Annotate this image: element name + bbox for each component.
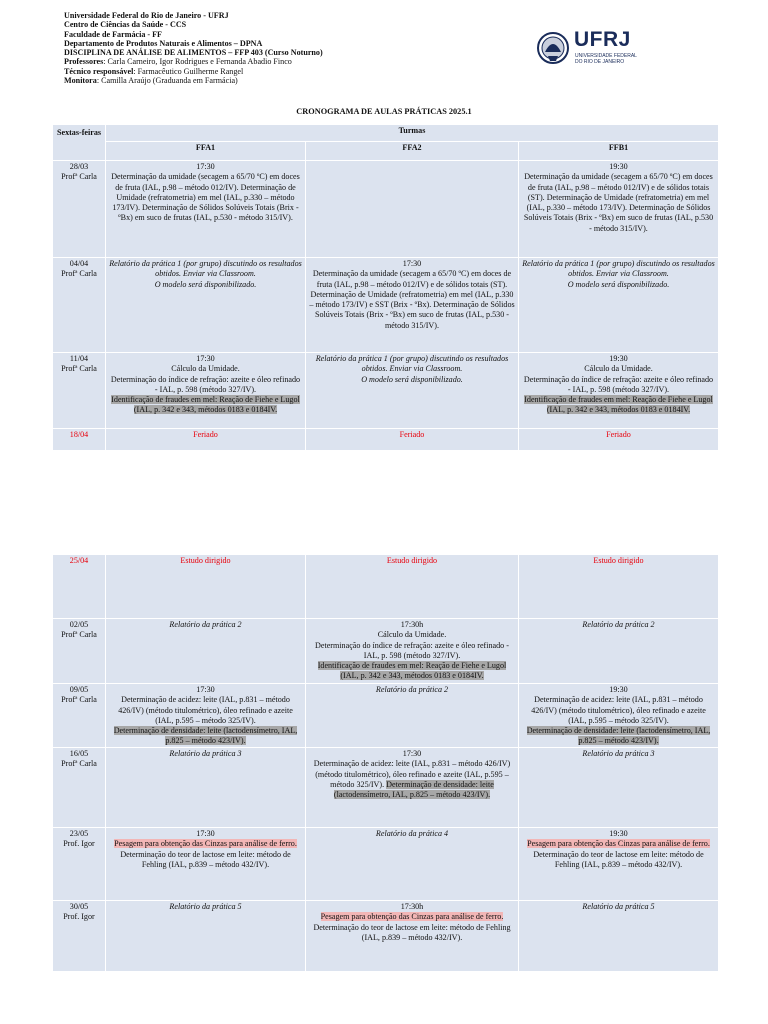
table-row — [53, 161, 719, 258]
date-cell: 28/03 Profª Carla — [53, 161, 106, 258]
class-cell: Relatório da prática 5 — [519, 901, 719, 972]
class-cell: 19:30 Determinação da umidade (secagem a 65/70 ºC) em doces de fruta (IAL, p.98 – método 012/IV) e de sólidos totais (ST). Determinação de Umidade (refratometria) em mel (IAL, p.330 – método 173/IV). Determinação de Sólidos Solúveis Totais (Brix - ºBx) em suco de frutas (IAL, p.530 - método 315/IV). — [519, 161, 719, 258]
class-cell: Relatório da prática 5 — [106, 901, 306, 972]
professors-line: Professores: Carla Carneiro, Igor Rodrigues e Fernanda Abadio Finco — [64, 57, 292, 67]
table-row — [53, 555, 719, 619]
ufrj-seal-icon — [536, 28, 570, 72]
date-cell: 18/04 — [53, 429, 106, 451]
class-cell — [306, 161, 519, 258]
class-cell: Estudo dirigido — [519, 555, 719, 619]
table-row — [53, 901, 719, 972]
class-cell: 17:30h Cálculo da Umidade. Determinação do índice de refração: azeite e óleo refinado - IAL, p. 598 (método 327/IV). Identificação de fraudes em mel: Reação de Fiehe e Lugol (IAL, p. 342 e 343, métodos 0183 e 0184IV. — [306, 619, 519, 684]
class-cell: 17:30h Pesagem para obtenção das Cinzas para análise de ferro. Determinação do teor de lactose em leite: método de Fehling (IAL, p.839 – método 432/IV). — [306, 901, 519, 972]
class-cell: Relatório da prática 3 — [519, 748, 719, 828]
table-row — [53, 619, 719, 684]
table-row — [53, 429, 719, 451]
ufrj-logo — [536, 28, 646, 72]
table-row — [53, 353, 719, 429]
class-cell: 17:30 Determinação de acidez: leite (IAL, p.831 – método 426/IV) (método titulométrico), óleo refinado e azeite (IAL, p.595 – método 325/IV). Determinação de densidade: leite (lactodensímetro, IAL, p.825 – método 423/IV). — [306, 748, 519, 828]
monitor-line: Monitora: Camilla Araújo (Graduanda em Farmácia) — [64, 76, 238, 86]
discipline-name: DISCIPLINA DE ANÁLISE DE ALIMENTOS – FFP 403 (Curso Noturno) — [64, 48, 323, 58]
class-cell: Relatório da prática 1 (por grupo) discutindo os resultados obtidos. Enviar via Classroom. O modelo será disponibilizado. — [519, 258, 719, 353]
center-name: Centro de Ciências da Saúde - CCS — [64, 20, 187, 30]
holiday-cell: Feriado — [106, 429, 306, 451]
schedule-table-2 — [52, 554, 719, 972]
turmas-header: Turmas — [106, 125, 719, 142]
date-cell: 16/05 Profª Carla — [53, 748, 106, 828]
day-column-header: Sextas-feiras — [53, 125, 106, 161]
university-name: Universidade Federal do Rio de Janeiro - UFRJ — [64, 11, 229, 20]
schedule-table-1 — [52, 124, 719, 451]
department-name: Departamento de Produtos Naturais e Alimentos – DPNA — [64, 38, 263, 48]
class-cell: 19:30 Pesagem para obtenção das Cinzas para análise de ferro. Determinação do teor de lactose em leite: método de Fehling (IAL, p.839 – método 432/IV). — [519, 828, 719, 901]
class-cell: Relatório da prática 1 (por grupo) discutindo os resultados obtidos. Enviar via Classroom. O modelo será disponibilizado. — [306, 353, 519, 429]
holiday-cell: Feriado — [519, 429, 719, 451]
faculty-name: Faculdade de Farmácia - FF — [64, 29, 163, 39]
date-cell: 04/04 Profª Carla — [53, 258, 106, 353]
page-title: CRONOGRAMA DE AULAS PRÁTICAS 2025.1 — [296, 107, 472, 116]
technician-line: Técnico responsável: Farmacêutico Guilherme Rangel — [64, 66, 244, 76]
document-header — [64, 11, 504, 85]
class-cell: 19:30 Cálculo da Umidade. Determinação do índice de refração: azeite e óleo refinado - IAL, p. 598 (método 327/IV). Identificação de fraudes em mel: Reação de Fiehe e Lugol (IAL, p. 342 e 343, métodos 0183 e 0184IV. — [519, 353, 719, 429]
date-cell: 30/05 Prof. Igor — [53, 901, 106, 972]
class-cell: Relatório da prática 4 — [306, 828, 519, 901]
logo-subtitle: UNIVERSIDADE FEDERAL DO RIO DE JANEIRO — [575, 53, 637, 65]
class-cell: Estudo dirigido — [306, 555, 519, 619]
class-cell: Estudo dirigido — [106, 555, 306, 619]
date-cell: 25/04 — [53, 555, 106, 619]
group-header-ffb1: FFB1 — [519, 142, 719, 161]
holiday-cell: Feriado — [306, 429, 519, 451]
date-cell: 23/05 Prof. Igor — [53, 828, 106, 901]
class-cell: 19:30 Determinação de acidez: leite (IAL, p.831 – método 426/IV) (método titulométrico), óleo refinado e azeite (IAL, p.595 – método 325/IV). Determinação de densidade: leite (lactodensímetro, IAL, p.825 – método 423/IV). — [519, 684, 719, 748]
table-row — [53, 684, 719, 748]
class-cell: 17:30 Cálculo da Umidade. Determinação do índice de refração: azeite e óleo refinado - IAL, p. 598 (método 327/IV). Identificação de fraudes em mel: Reação de Fiehe e Lugol (IAL, p. 342 e 343, métodos 0183 e 0184IV. — [106, 353, 306, 429]
class-cell: Relatório da prática 2 — [106, 619, 306, 684]
date-cell: 02/05 Profª Carla — [53, 619, 106, 684]
class-cell: Relatório da prática 2 — [519, 619, 719, 684]
class-cell: Relatório da prática 1 (por grupo) discutindo os resultados obtidos. Enviar via Classroom. O modelo será disponibilizado. — [106, 258, 306, 353]
date-cell: 11/04 Profª Carla — [53, 353, 106, 429]
group-header-ffa1: FFA1 — [106, 142, 306, 161]
class-cell: 17:30 Determinação de acidez: leite (IAL, p.831 – método 426/IV) (método titulométrico), óleo refinado e azeite (IAL, p.595 – método 325/IV). Determinação de densidade: leite (lactodensímetro, IAL, p.825 – método 423/IV). — [106, 684, 306, 748]
table-row — [53, 828, 719, 901]
date-cell: 09/05 Profª Carla — [53, 684, 106, 748]
logo-text: UFRJ — [574, 28, 631, 51]
class-cell: 17:30 Pesagem para obtenção das Cinzas para análise de ferro. Determinação do teor de lactose em leite: método de Fehling (IAL, p.839 – método 432/IV). — [106, 828, 306, 901]
class-cell: Relatório da prática 3 — [106, 748, 306, 828]
table-row — [53, 258, 719, 353]
group-header-ffa2: FFA2 — [306, 142, 519, 161]
class-cell: 17:30 Determinação da umidade (secagem a 65/70 ºC) em doces de fruta (IAL, p.98 – método 012/IV) e de sólidos totais (ST). Determinação de Umidade (refratometria) em mel (IAL, p.330 – método 173/IV) e SST (Brix - ºBx). Determinação de Sólidos Solúveis Totais (Brix - ºBx) em suco de frutas (IAL, p.530 - método 315/IV). — [306, 258, 519, 353]
table-row — [53, 748, 719, 828]
class-cell: Relatório da prática 2 — [306, 684, 519, 748]
class-cell: 17:30 Determinação da umidade (secagem a 65/70 ºC) em doces de fruta (IAL, p.98 – método 012/IV). Determinação de Umidade (refratometria) em mel (IAL, p.330 – método 173/IV). Determinação de Sólidos Solúveis Totais (Brix - ºBx) em suco de frutas (IAL, p.530 - método 315/IV). — [106, 161, 306, 258]
